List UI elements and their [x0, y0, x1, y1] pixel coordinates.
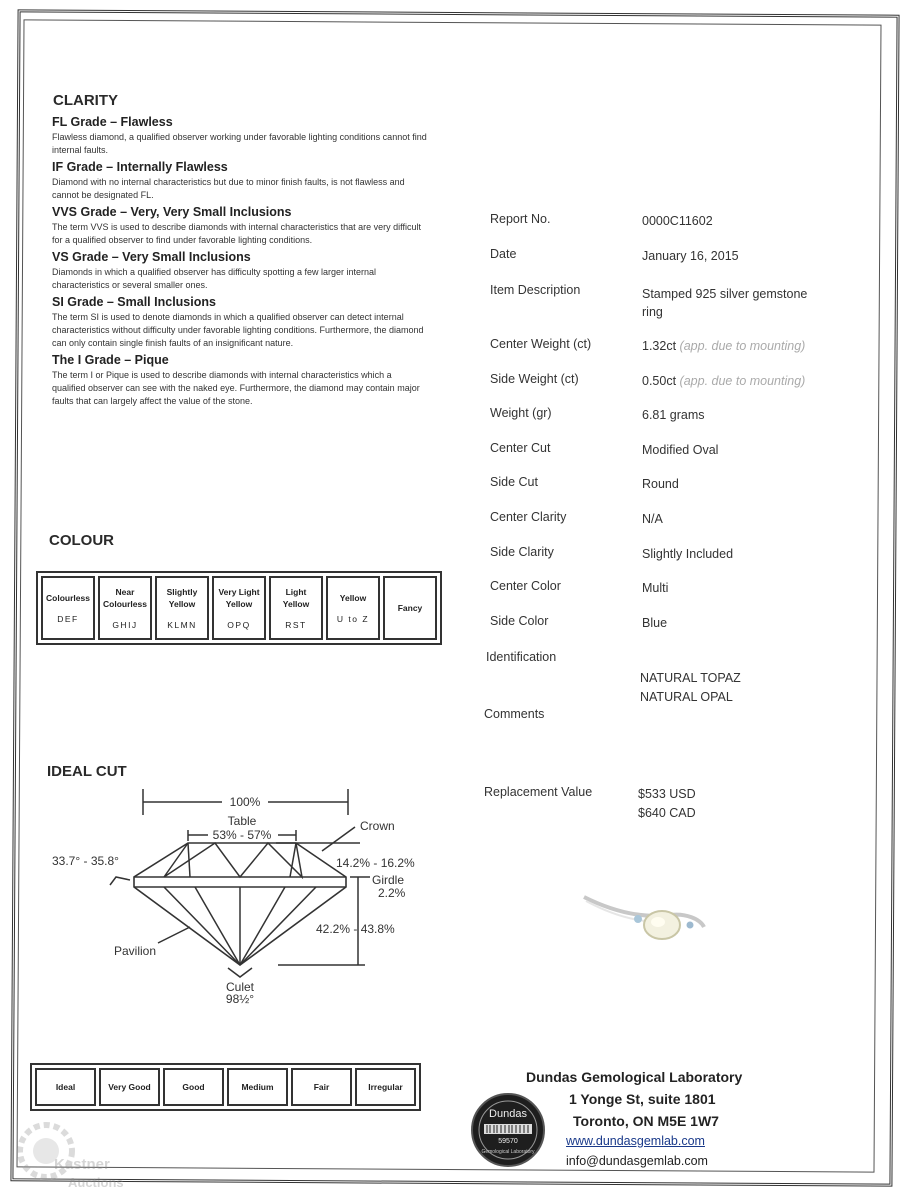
cut-grade-cell: Irregular [355, 1068, 416, 1106]
colour-name: Yellow [339, 593, 367, 603]
replacement-cad: $640 CAD [638, 806, 696, 820]
side-color-label: Side Color [490, 614, 549, 628]
girdle-label: Girdle [372, 873, 405, 887]
report-no-value: 0000C11602 [642, 214, 713, 228]
center-clarity-value: N/A [642, 512, 663, 526]
cut-grade-cell: Good [163, 1068, 224, 1106]
table-value: 53% - 57% [212, 828, 272, 842]
clarity-desc: The term I or Pique is used to describe diamonds with internal characteristics which a qualified observer can see with the naked eye. Furthermore, the diamond may contain major faults that can largely affect the value of the stone. [52, 370, 420, 406]
crown-height-label: 14.2% - 16.2% [336, 856, 415, 870]
seal-number: 59570 [498, 1138, 518, 1145]
girdle-value: 2.2% [378, 886, 406, 900]
seal-bottom-text: Gemological Laboratory [481, 1149, 535, 1155]
colour-name: Near Colourless [103, 587, 147, 609]
clarity-heading: CLARITY [53, 92, 118, 109]
clarity-item-vs [52, 250, 432, 292]
colour-grades: OPQ [227, 620, 251, 630]
seal-top-text: Dundas [489, 1108, 527, 1120]
colour-scale-table [36, 571, 442, 645]
culet-label: Culet [225, 980, 255, 994]
colour-name: Very Light Yellow [218, 587, 260, 609]
identification-value: NATURAL TOPAZ [640, 671, 741, 685]
clarity-list [52, 115, 432, 411]
center-clarity-label: Center Clarity [490, 510, 567, 524]
side-weight-note: (app. due to mounting) [679, 374, 806, 388]
colour-grades: RST [285, 620, 307, 630]
replacement-usd: $533 USD [638, 787, 696, 801]
lab-email: info@dundasgemlab.com [566, 1154, 708, 1168]
cut-grade-cell: Medium [227, 1068, 288, 1106]
culet-value: 98½° [225, 992, 255, 1006]
identification-label: Identification [486, 650, 557, 664]
ideal-cut-heading: IDEAL CUT [47, 763, 127, 780]
clarity-desc: Diamond with no internal characteristics but due to minor finish faults, is not flawless and cannot be designated FL. [52, 177, 405, 200]
colour-grades: U to Z [336, 614, 370, 624]
colour-name: Light Yellow [282, 587, 310, 609]
center-weight-value: 1.32ct [642, 339, 677, 353]
side-weight-value: 0.50ct [642, 374, 677, 388]
watermark-line-2: Auctions [68, 1175, 124, 1190]
colour-grades: KLMN [167, 620, 197, 630]
center-weight-note: (app. due to mounting) [679, 339, 806, 353]
clarity-desc: Diamonds in which a qualified observer has difficulty spotting a few larger internal characteristics or several smaller ones. [52, 267, 377, 290]
crown-angle-label: 33.7° - 35.8° [52, 854, 119, 868]
weight-label: Weight (gr) [490, 406, 552, 420]
lab-name: Dundas Gemological Laboratory [526, 1069, 743, 1085]
center-cut-label: Center Cut [490, 441, 551, 455]
center-weight-field [642, 339, 805, 353]
center-weight-label: Center Weight (ct) [490, 337, 592, 351]
item-description-value: Stamped 925 silver gemstone ring [642, 287, 808, 319]
clarity-title: VVS Grade – Very, Very Small Inclusions [52, 205, 292, 219]
side-weight-label: Side Weight (ct) [490, 372, 579, 386]
clarity-title: SI Grade – Small Inclusions [52, 295, 216, 309]
item-description-label: Item Description [490, 283, 581, 297]
colour-cell-slightly-yellow [155, 576, 209, 640]
clarity-item-fl [52, 115, 432, 157]
replacement-value-label: Replacement Value [484, 785, 593, 799]
clarity-title: The I Grade – Pique [52, 353, 169, 367]
ring-photo [578, 885, 708, 955]
clarity-item-vvs [52, 205, 432, 247]
colour-grades: GHIJ [112, 620, 138, 630]
side-color-value: Blue [642, 616, 668, 630]
lab-seal [470, 1092, 546, 1168]
center-cut-value: Modified Oval [642, 443, 719, 457]
diamond-proportions-diagram [40, 785, 440, 1015]
clarity-title: IF Grade – Internally Flawless [52, 160, 228, 174]
side-cut-label: Side Cut [490, 475, 538, 489]
colour-cell-yellow [326, 576, 380, 640]
colour-name: Colourless [46, 593, 90, 603]
date-label: Date [490, 247, 517, 261]
side-clarity-value: Slightly Included [642, 547, 734, 561]
side-weight-field [642, 374, 805, 388]
colour-heading: COLOUR [49, 532, 114, 549]
colour-name: Slightly Yellow [166, 587, 198, 609]
clarity-item-i [52, 353, 432, 408]
clarity-title: FL Grade – Flawless [52, 115, 173, 129]
lab-website-link[interactable]: www.dundasgemlab.com [566, 1134, 705, 1148]
colour-cell-colourless [41, 576, 95, 640]
identification-value: NATURAL OPAL [640, 690, 733, 704]
width-label: 100% [229, 795, 261, 809]
center-color-value: Multi [642, 581, 669, 595]
clarity-desc: The term VVS is used to describe diamonds with internal characteristics that are very difficult for a qualified observer to find under favorable lighting conditions. [52, 222, 421, 245]
clarity-item-si [52, 295, 432, 350]
clarity-title: VS Grade – Very Small Inclusions [52, 250, 251, 264]
colour-name: Fancy [397, 603, 423, 613]
pavilion-depth-label: 42.2% - 43.8% [316, 922, 395, 936]
auction-watermark [8, 1115, 138, 1193]
table-label: Table [227, 814, 257, 828]
comments-label: Comments [484, 707, 545, 721]
clarity-item-if [52, 160, 432, 202]
cut-grade-table [30, 1063, 421, 1111]
colour-cell-light-yellow [269, 576, 323, 640]
colour-cell-fancy [383, 576, 437, 640]
lab-address-2: Toronto, ON M5E 1W7 [573, 1113, 719, 1129]
cut-grade-cell: Very Good [99, 1068, 160, 1106]
cut-grade-cell: Fair [291, 1068, 352, 1106]
cut-grade-cell: Ideal [35, 1068, 96, 1106]
colour-cell-near-colourless [98, 576, 152, 640]
pavilion-label: Pavilion [114, 944, 157, 958]
colour-grades: DEF [57, 614, 79, 624]
clarity-desc: Flawless diamond, a qualified observer working under favorable lighting conditions cannot find internal faults. [52, 132, 427, 155]
colour-cell-very-light-yellow [212, 576, 266, 640]
crown-label: Crown [360, 819, 395, 833]
clarity-desc: The term SI is used to denote diamonds in which a qualified observer can detect internal characteristics without difficulty under favorable lighting conditions. Furthermore, the diamond can only contain single finish faults of an insignificant nature. [52, 312, 424, 348]
lab-address-1: 1 Yonge St, suite 1801 [569, 1091, 716, 1107]
weight-value: 6.81 grams [642, 408, 705, 422]
side-cut-value: Round [642, 477, 679, 491]
report-no-label: Report No. [490, 212, 551, 226]
side-clarity-label: Side Clarity [490, 545, 554, 559]
watermark-line-1: Kastner [54, 1156, 110, 1173]
date-value: January 16, 2015 [642, 249, 739, 263]
center-color-label: Center Color [490, 579, 561, 593]
